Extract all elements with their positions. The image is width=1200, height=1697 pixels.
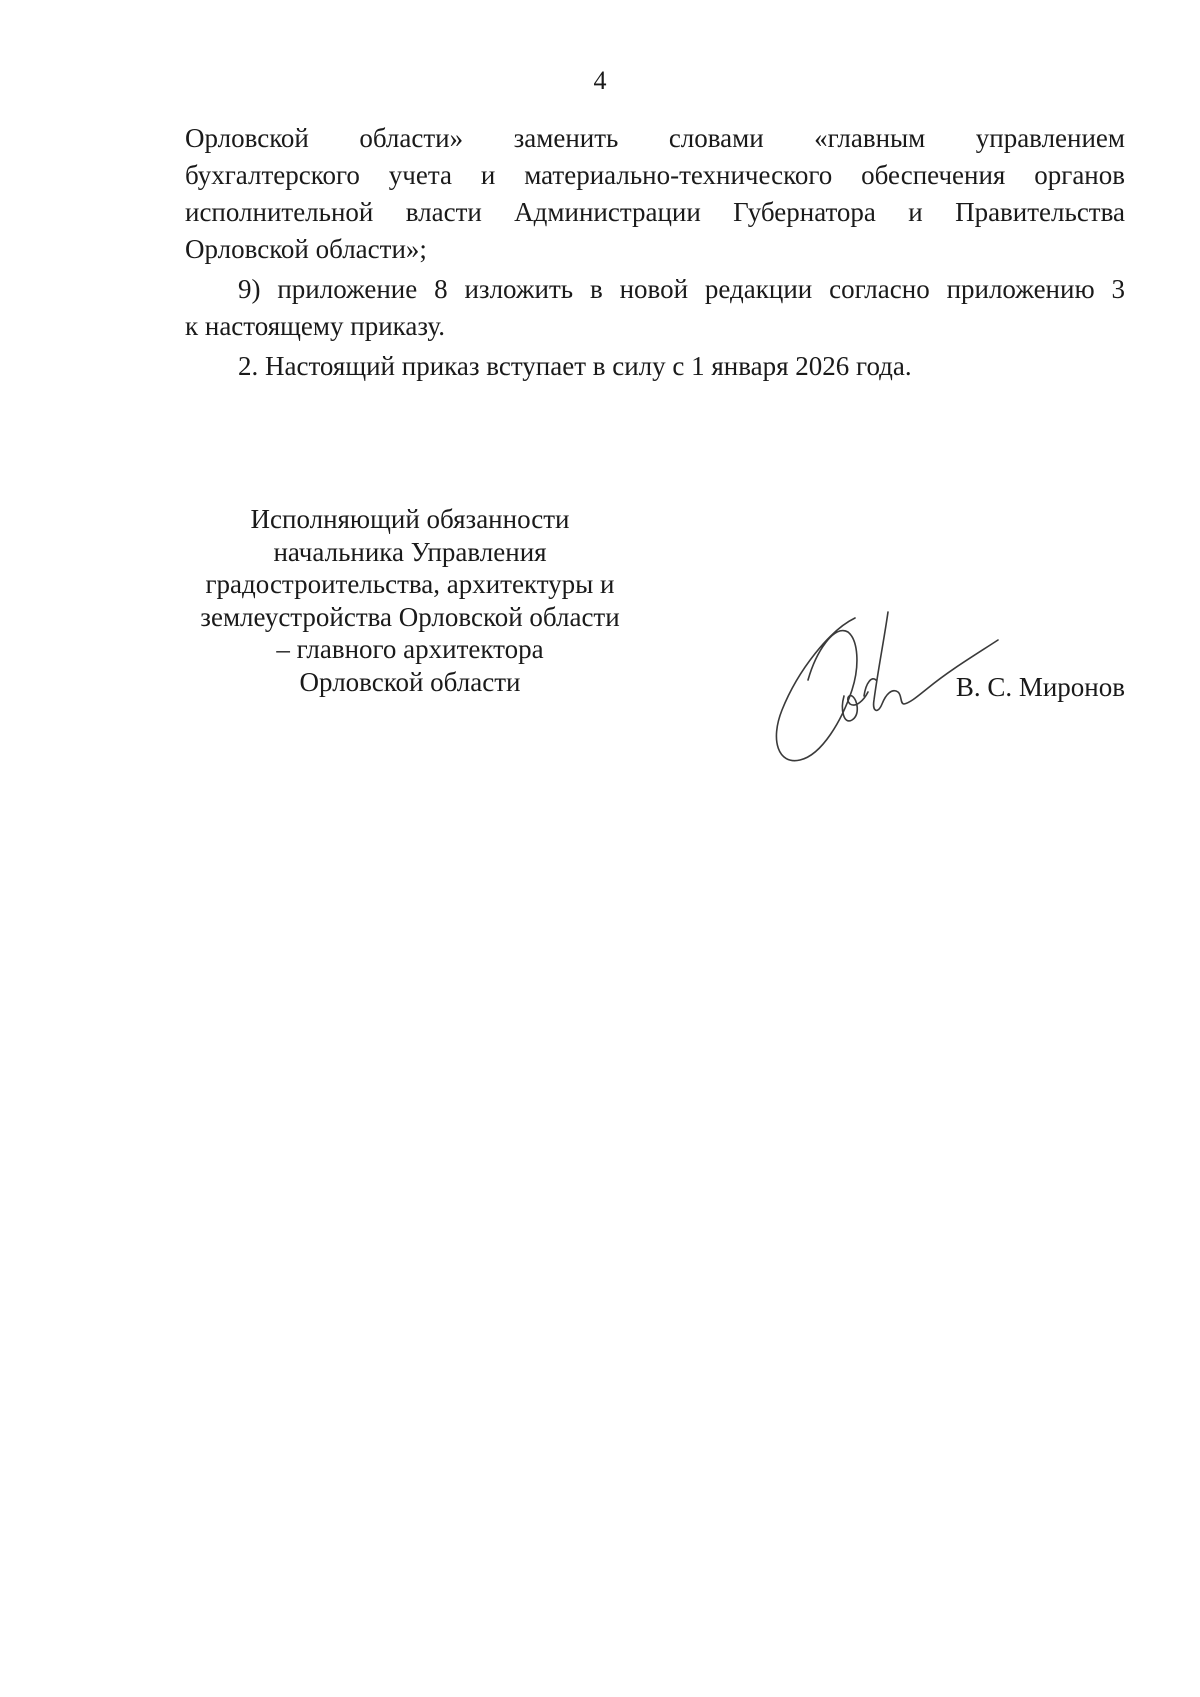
body-line: бухгалтерского учета и материально-технического обеспечения органов <box>185 160 1125 190</box>
body-line: исполнительной власти Администрации Губернатора и Правительства <box>185 197 1125 227</box>
signer-name: В. С. Миронов <box>955 672 1125 702</box>
position-line: Исполняющий обязанности <box>250 504 570 534</box>
signatory-position <box>160 503 660 698</box>
page-number: 4 <box>593 66 607 95</box>
body-line: 9) приложение 8 изложить в новой редакции согласно приложению 3 <box>238 274 1125 304</box>
position-line: Орловской области <box>299 666 521 697</box>
effective-date-clause: 2. Настоящий приказ вступает в силу с 1 января 2026 года. <box>238 351 912 381</box>
position-line: градостроительства, архитектуры и <box>205 569 615 599</box>
document-body <box>185 120 1125 385</box>
body-line: Орловской области» заменить словами «главным управлением <box>185 123 1125 153</box>
body-line: Орловской области»; <box>185 234 427 264</box>
body-line: к настоящему приказу. <box>185 311 445 341</box>
position-line: – главного архитектора <box>276 634 544 664</box>
position-line: начальника Управления <box>273 536 547 567</box>
position-line: землеустройства Орловской области <box>200 601 620 632</box>
